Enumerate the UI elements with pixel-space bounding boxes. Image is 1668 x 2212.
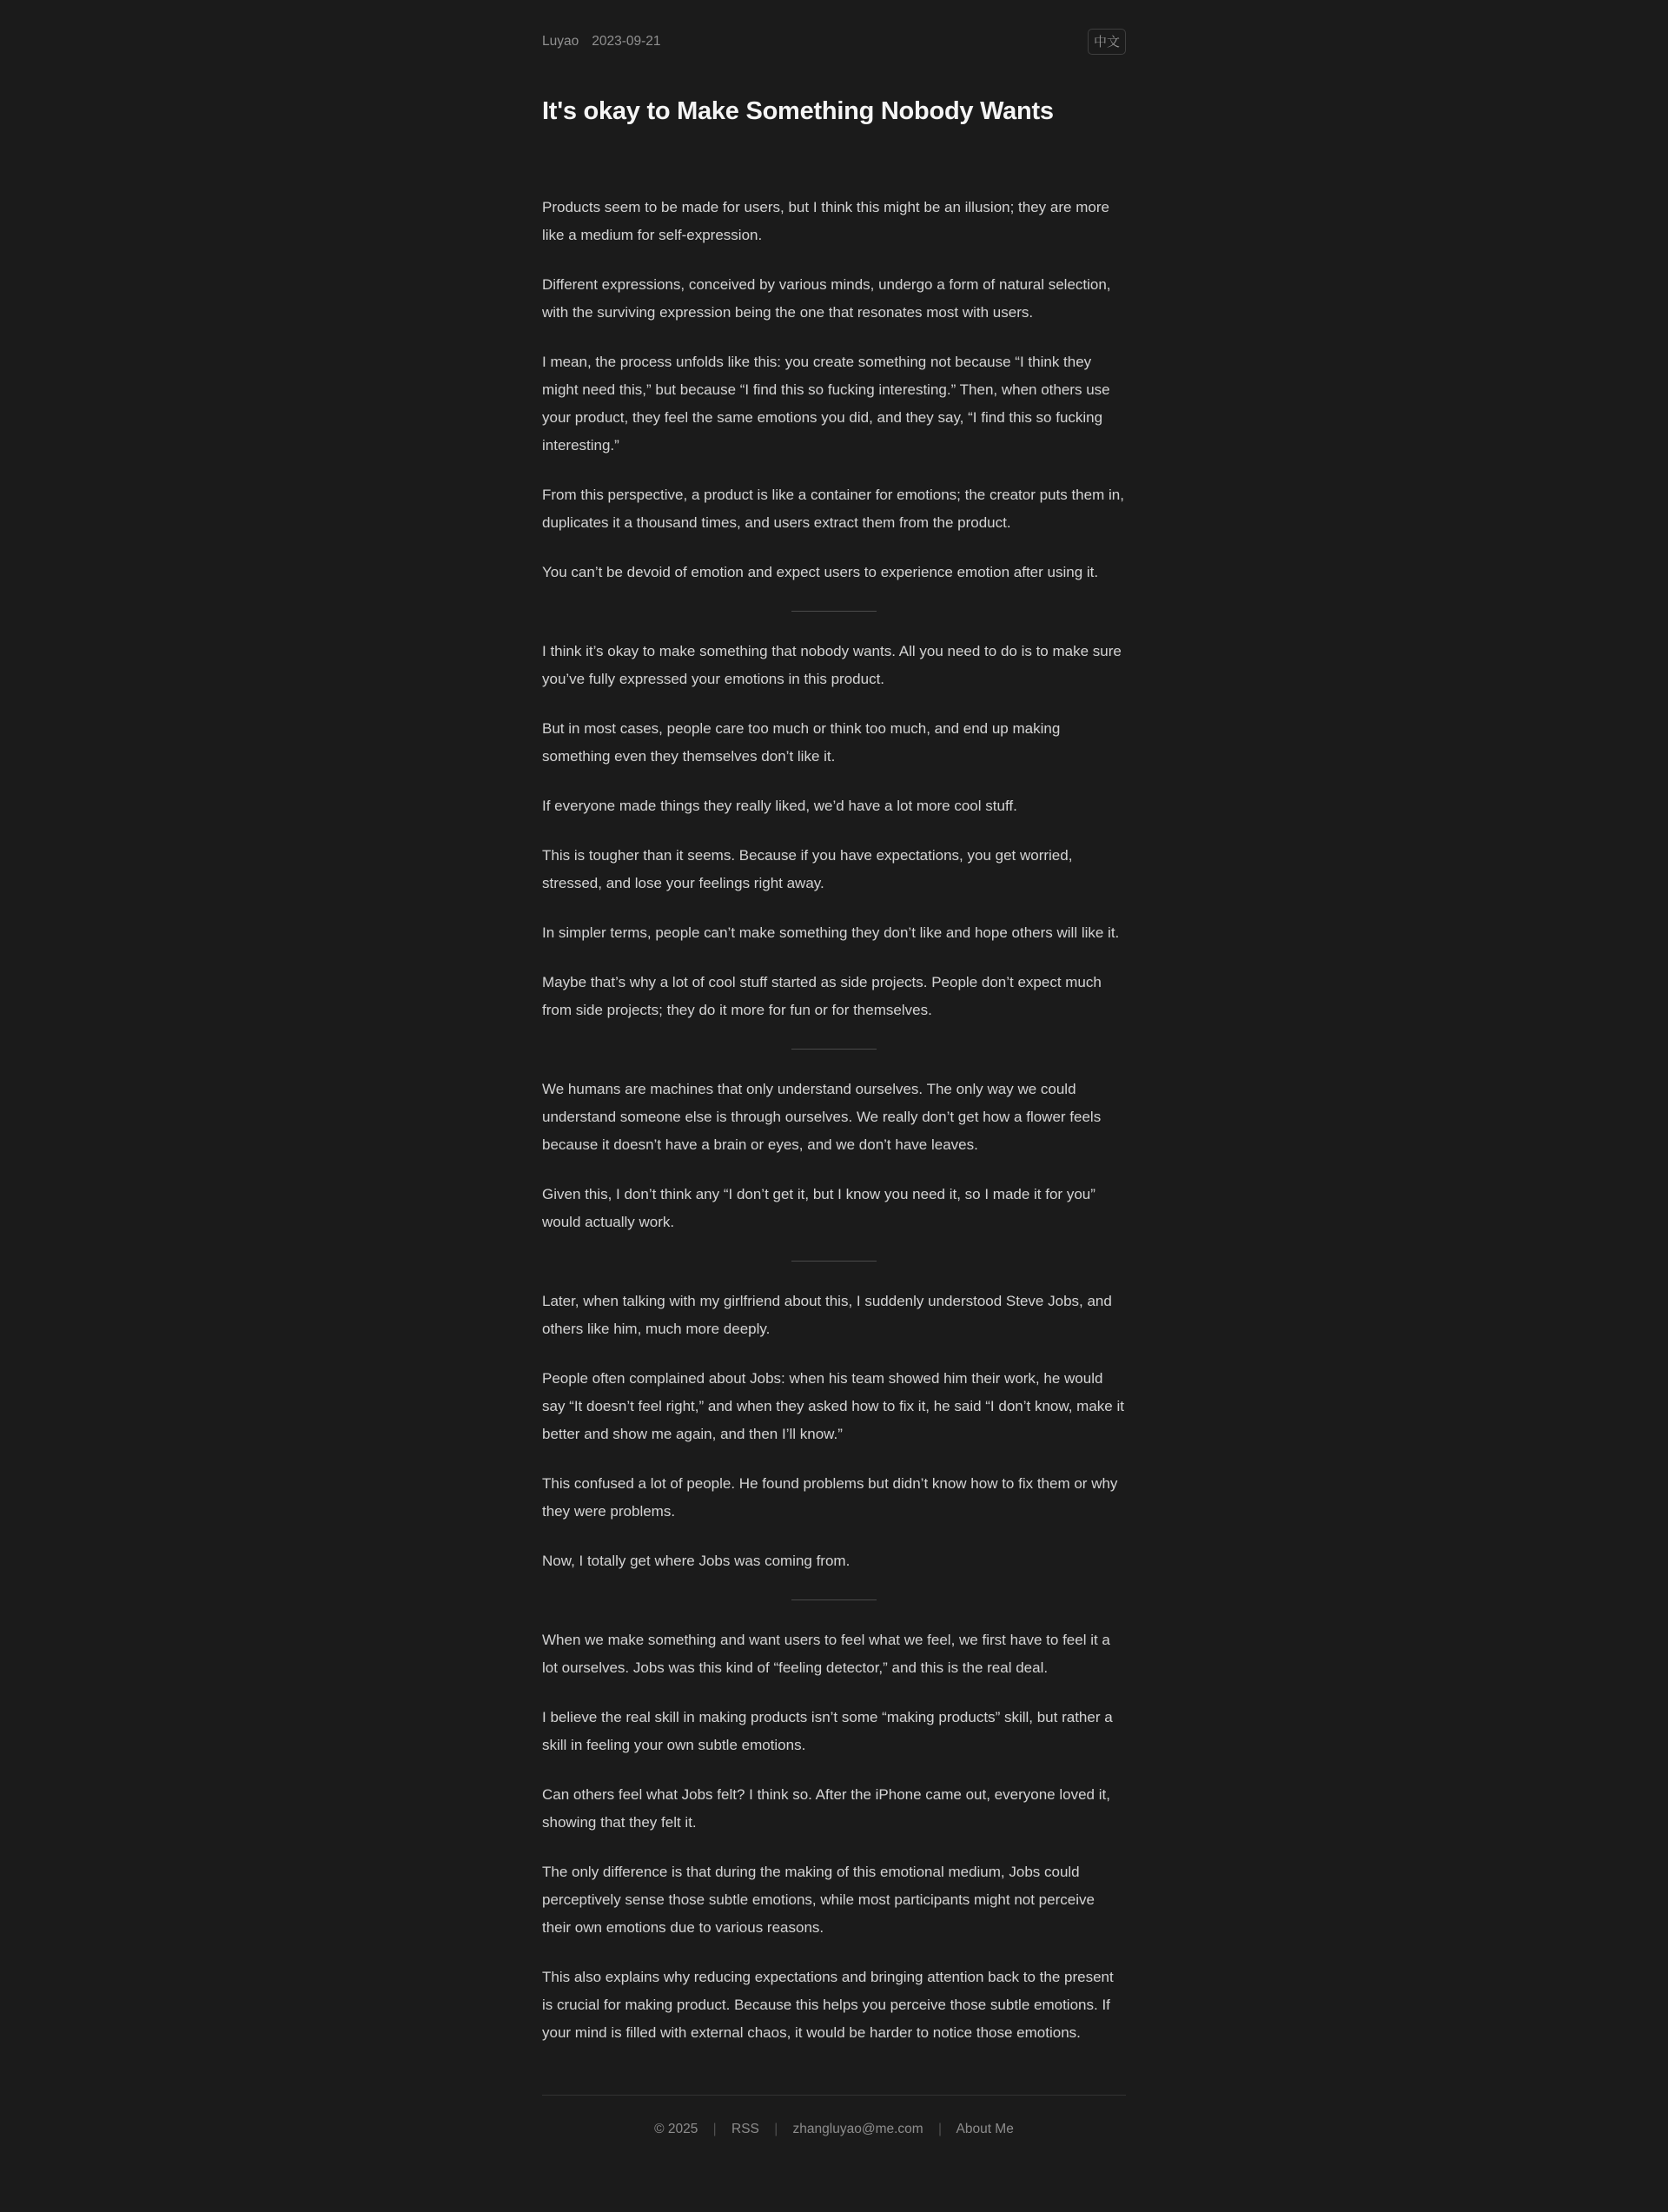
section-divider bbox=[791, 611, 877, 612]
paragraph: I believe the real skill in making products isn’t some “making products” skill, but rather a skill in feeling your own subtle emotions. bbox=[542, 1709, 1113, 1753]
paragraph: Now, I totally get where Jobs was coming from. bbox=[542, 1553, 851, 1569]
paragraph: We humans are machines that only understand ourselves. The only way we could understand someone else is through ourselves. We really don’t get how a flower feels because it doesn’t have a brain or eyes, and we don’t have leaves. bbox=[542, 1081, 1102, 1153]
paragraph: From this perspective, a product is like a container for emotions; the creator puts them in, duplicates it a thousand times, and users extract them from the product. bbox=[542, 487, 1124, 531]
paragraph: But in most cases, people care too much or think too much, and end up making something even they themselves don’t like it. bbox=[542, 720, 1061, 765]
footer-separator: | bbox=[712, 2122, 717, 2136]
paragraph: Different expressions, conceived by various minds, undergo a form of natural selection, with the surviving expression being the one that resonates most with users. bbox=[542, 276, 1111, 321]
footer-separator: | bbox=[774, 2122, 778, 2136]
paragraph: I think it’s okay to make something that nobody wants. All you need to do is to make sure you’ve fully expressed your emotions in this product. bbox=[542, 643, 1122, 687]
site-footer bbox=[542, 2095, 1126, 2137]
paragraph: This confused a lot of people. He found problems but didn’t know how to fix them or why they were problems. bbox=[542, 1475, 1118, 1520]
paragraph: This also explains why reducing expectations and bringing attention back to the present is crucial for making product. Because this helps you perceive those subtle emotions. If your mind is filled with external chaos, it would be harder to notice those emotions. bbox=[542, 1969, 1114, 2041]
site-header bbox=[542, 28, 1126, 56]
language-toggle-button[interactable]: 中文 bbox=[1088, 29, 1126, 55]
section-divider bbox=[791, 1049, 877, 1050]
paragraph: You can’t be devoid of emotion and expect users to experience emotion after using it. bbox=[542, 564, 1099, 580]
post-meta bbox=[542, 34, 661, 50]
email-link[interactable]: zhangluyao@me.com bbox=[792, 2122, 923, 2136]
paragraph: Given this, I don’t think any “I don’t get it, but I know you need it, so I made it for you” would actually work. bbox=[542, 1186, 1095, 1230]
post-content bbox=[542, 194, 1126, 2047]
paragraph: This is tougher than it seems. Because if you have expectations, you get worried, stressed, and lose your feelings right away. bbox=[542, 847, 1073, 891]
paragraph: I mean, the process unfolds like this: you create something not because “I think they might need this,” but because “I find this so fucking interesting.” Then, when others use your product, they feel the same emotions you did, and they say, “I find this so fucking interesting.” bbox=[542, 354, 1110, 454]
post-title: It's okay to Make Something Nobody Wants bbox=[542, 97, 1054, 125]
paragraph: In simpler terms, people can’t make something they don’t like and hope others will like it. bbox=[542, 924, 1120, 941]
rss-link[interactable]: RSS bbox=[731, 2122, 759, 2136]
paragraph: Maybe that’s why a lot of cool stuff started as side projects. People don’t expect much from side projects; they do it more for fun or for themselves. bbox=[542, 974, 1102, 1018]
footer-separator: | bbox=[938, 2122, 943, 2136]
post-date: 2023-09-21 bbox=[592, 34, 661, 49]
section-divider bbox=[791, 1599, 877, 1600]
paragraph: People often complained about Jobs: when his team showed him their work, he would say “It doesn’t feel right,” and when they asked how to fix it, he said “I don’t know, make it better and show me again, and then I’ll know.” bbox=[542, 1370, 1124, 1442]
paragraph: If everyone made things they really liked, we’d have a lot more cool stuff. bbox=[542, 798, 1017, 814]
paragraph: Can others feel what Jobs felt? I think so. After the iPhone came out, everyone loved it, showing that they felt it. bbox=[542, 1786, 1110, 1831]
paragraph: The only difference is that during the making of this emotional medium, Jobs could perceptively sense those subtle emotions, while most participants might not perceive their own emotions due to various reasons. bbox=[542, 1864, 1095, 1936]
section-divider bbox=[791, 1261, 877, 1262]
paragraph: Products seem to be made for users, but I think this might be an illusion; they are more like a medium for self-expression. bbox=[542, 199, 1109, 243]
paragraph: When we make something and want users to feel what we feel, we first have to feel it a lot ourselves. Jobs was this kind of “feeling detector,” and this is the real deal. bbox=[542, 1632, 1110, 1676]
author-link[interactable]: Luyao bbox=[542, 34, 579, 49]
page-container bbox=[542, 0, 1126, 2137]
paragraph: Later, when talking with my girlfriend about this, I suddenly understood Steve Jobs, and others like him, much more deeply. bbox=[542, 1293, 1112, 1337]
copyright-text: © 2025 bbox=[654, 2122, 698, 2136]
about-link[interactable]: About Me bbox=[956, 2122, 1014, 2136]
